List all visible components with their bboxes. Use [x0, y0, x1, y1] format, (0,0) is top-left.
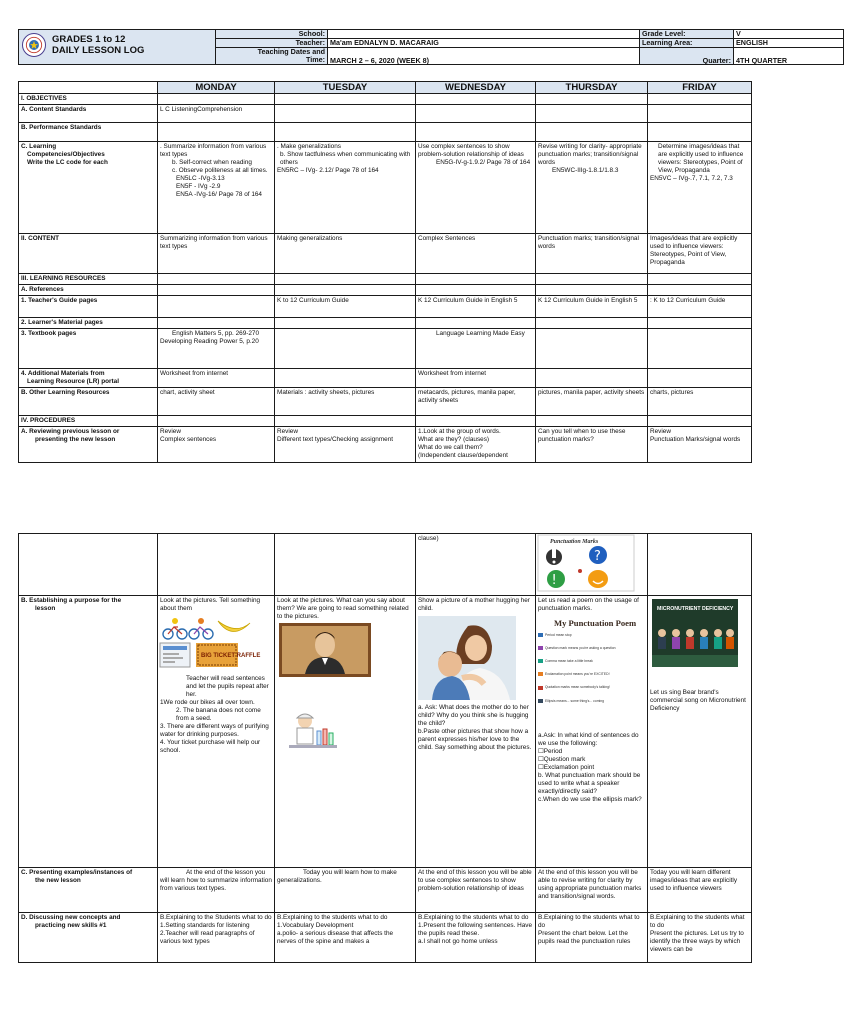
learning-area-value: ENGLISH	[734, 39, 844, 48]
lm-pages-label: 2. Learner's Material pages	[19, 318, 158, 329]
competencies-fri	[648, 142, 752, 234]
punct-list-item: Period	[543, 748, 563, 755]
comp-mon-line: b. Self-correct when reading	[172, 159, 252, 166]
other-resources-mon: chart, activity sheet	[158, 388, 275, 416]
header-table	[18, 29, 844, 65]
references-label: A. References	[19, 285, 158, 296]
teaching-dates-value: MARCH 2 – 6, 2020 (WEEK 8)	[328, 48, 640, 65]
reviewing-wed-line: What are they? (clauses)	[418, 436, 490, 443]
discussing-label	[19, 913, 158, 963]
comp-wed-line: Use complex sentences to show problem-solution relationship of ideas	[418, 143, 524, 158]
performance-standards-label: B. Performance Standards	[19, 123, 158, 142]
competencies-label-2: Competencies/Objectives	[27, 151, 105, 158]
other-resources-tue: Materials : activity sheets, pictures	[275, 388, 416, 416]
purpose-wed-b: b.Paste other pictures that show how a parent expresses his/her love to the child. Say something about the pictures.	[418, 728, 532, 751]
ticket-images	[160, 643, 272, 667]
reviewing-wed-line: (Independent clause/dependent	[418, 452, 508, 459]
day-header-blank	[19, 82, 158, 94]
purpose-mon-sentence: 3. There are different ways of purifying water for drinking purposes.	[160, 723, 269, 738]
tg-pages-wed: K 12 Curriculum Guide in English 5	[416, 296, 536, 318]
purpose-label-1: B. Establishing a purpose for the	[21, 597, 122, 604]
content-standards-mon: L C ListeningComprehension	[158, 105, 275, 123]
discussing-thu-line: B.Explaining to the students what to do	[538, 914, 640, 929]
school-label: School:	[216, 30, 328, 39]
purpose-tue	[275, 596, 416, 868]
textbook-pages-mon	[158, 329, 275, 369]
discussing-thu-line: Present the chart below. Let the pupils read the punctuation rules	[538, 930, 631, 945]
rizal-portrait-picture	[279, 623, 371, 677]
day-wednesday: WEDNESDAY	[416, 82, 536, 94]
raffle-ticket-picture	[196, 643, 261, 667]
presenting-label	[19, 868, 158, 913]
wed-clause-continued: clause)	[416, 534, 536, 596]
competencies-label	[19, 142, 158, 234]
punctuation-marks-title: Punctuation Marks	[550, 539, 599, 545]
additional-materials-label	[19, 369, 158, 388]
bikes-banana-picture	[160, 615, 256, 641]
discussing-fri	[648, 913, 752, 963]
reviewing-mon	[158, 427, 275, 463]
comp-fri-line: Determine images/ideas that are explicitly used to influence viewers: Stereotypes, Point of View, Propaganda	[658, 143, 744, 174]
poem-line: Question mark means you're asking a question	[545, 646, 616, 651]
content-standards-label: A. Content Standards	[19, 105, 158, 123]
other-resources-fri: charts, pictures	[648, 388, 752, 416]
day-monday: MONDAY	[158, 82, 275, 94]
log-title-dll: DAILY LESSON LOG	[52, 45, 145, 56]
lesson-log-table	[18, 81, 752, 463]
purpose-thu	[536, 596, 648, 868]
discussing-mon-line: B.Explaining to the Students what to do	[160, 914, 272, 921]
quarter-value: 4TH QUARTER	[734, 48, 844, 65]
purpose-thu-c: c.When do we use the ellipsis mark?	[538, 796, 642, 803]
grade-level-value: V	[734, 30, 844, 39]
teacher-value: Ma'am EDNALYN D. MACARAIG	[328, 39, 640, 48]
grade-level-label: Grade Level:	[640, 30, 734, 39]
competencies-thu	[536, 142, 648, 234]
reviewing-label-1: A. Reviewing previous lesson or	[21, 428, 120, 435]
competencies-mon	[158, 142, 275, 234]
punctuation-marks-image-cell	[536, 534, 648, 596]
tg-pages-label: 1. Teacher's Guide pages	[19, 296, 158, 318]
tg-pages-fri: : K to 12 Curriculum Guide	[648, 296, 752, 318]
purpose-fri-text: Let us sing Bear brand's commercial song on Micronutrient Deficiency	[650, 689, 746, 712]
competencies-tue	[275, 142, 416, 234]
quarter-label: Quarter:	[640, 48, 734, 65]
punct-list-item: Exclamation point	[543, 764, 595, 771]
reviewing-fri	[648, 427, 752, 463]
purpose-thu-top: Let us read a poem on the usage of punctuation marks.	[538, 597, 639, 612]
content-fri: Images/ideas that are explicitly used to influence viewers: Stereotypes, Point of View, Propaganda	[648, 234, 752, 274]
punct-list-item: Question mark	[543, 756, 586, 763]
reviewing-label-2: presenting the new lesson	[35, 436, 116, 443]
reviewing-wed	[416, 427, 536, 463]
competencies-wed	[416, 142, 536, 234]
purpose-label-2: lesson	[35, 605, 56, 612]
other-resources-thu: pictures, manila paper, activity sheets	[536, 388, 648, 416]
svg-text:?: ?	[594, 549, 601, 564]
mother-hugging-child-picture	[418, 616, 516, 700]
raffle-ticket-text: BIG TICKET RAFFLE	[201, 653, 261, 659]
poem-line: Quotation marks mean somebody's talking!	[545, 685, 610, 690]
reviewing-tue	[275, 427, 416, 463]
purpose-thu-b: b. What punctuation mark should be used to write what a speaker exactly/directly said?	[538, 772, 641, 795]
presenting-mon: At the end of the lesson you will learn how to summarize information from various text types.	[158, 868, 275, 913]
discussing-tue-line: 1.Vocabulary Development	[277, 922, 354, 929]
reviewing-fri-line: Review	[650, 428, 671, 435]
purpose-mon-top: Look at the pictures. Tell something about them	[160, 597, 261, 612]
purpose-wed-a: a. Ask: What does the mother do to her child? Why do you think she is hugging the child?	[418, 704, 529, 727]
svg-text:!: !	[551, 573, 557, 588]
content-label: II. CONTENT	[19, 234, 158, 274]
discussing-tue-line: B.Explaining to the students what to do	[277, 914, 388, 921]
additional-wed: Worksheet from internet	[416, 369, 536, 388]
water-chart-picture	[160, 643, 190, 667]
comp-tue-line: b. Show tactfulness when communicating with others	[280, 151, 411, 166]
discussing-mon	[158, 913, 275, 963]
punctuation-marks-picture	[538, 535, 634, 591]
micronutrient-deficiency-banner	[652, 599, 738, 667]
deped-seal-icon	[22, 33, 46, 57]
purpose-tue-text: Look at the pictures. What can you say about them? We are going to read something related to the pictures.	[277, 597, 409, 620]
purpose-thu-a: a.Ask: In what kind of sentences do we use the following:	[538, 732, 639, 747]
presenting-wed: At the end of this lesson you will be able to use complex sentences to show problem-solution relationship of ideas	[416, 868, 536, 913]
content-tue: Making generalizations	[275, 234, 416, 274]
purpose-wed-top: Show a picture of a mother hugging her child.	[418, 597, 530, 612]
reviewing-mon-line: Review	[160, 428, 181, 435]
purpose-label	[19, 596, 158, 868]
checkbox-icon: ☐	[538, 748, 544, 755]
purpose-mon-sentence: 4. Your ticket purchase will help our school.	[160, 739, 261, 754]
reviewing-wed-line: 1.Look at the group of words.	[418, 428, 501, 435]
discussing-label-1: D. Discussing new concepts and	[21, 914, 121, 921]
discussing-tue	[275, 913, 416, 963]
discussing-fri-line: B.Explaining to the students what to do	[650, 914, 745, 929]
objectives-label: I. OBJECTIVES	[19, 94, 158, 105]
textbook-pages-label: 3. Textbook pages	[19, 329, 158, 369]
additional-label-1: 4. Additional Materials from	[21, 370, 105, 377]
discussing-tue-line: a.polio- a serious disease that affects the nerves of the spine and makes a	[277, 930, 394, 945]
discussing-wed	[416, 913, 536, 963]
purpose-mon-note: Teacher will read sentences and let the pupils repeat after her.	[186, 675, 269, 698]
presenting-label-2: the new lesson	[35, 877, 81, 884]
purpose-mon-sentence: 2. The banana does not come from a seed.	[176, 707, 261, 722]
teaching-dates-label-1: Teaching Dates and	[257, 47, 325, 56]
discussing-wed-line: 1.Present the following sentences. Have the pupils read these.	[418, 922, 533, 937]
checkbox-icon: ☐	[538, 756, 544, 763]
presenting-tue: Today you will learn how to make generalizations.	[275, 868, 416, 913]
header-logo-cell	[19, 30, 216, 65]
reviewing-mon-line: Complex sentences	[160, 436, 217, 443]
comp-tue-line: EN5RC – IVg- 2.12/ Page 78 of 164	[277, 167, 379, 174]
presenting-thu: At the end of this lesson you will be able to revise writing for clarity by using appropriate punctuation marks and transition/signal words.	[536, 868, 648, 913]
purpose-mon	[158, 596, 275, 868]
comp-mon-line: EN5LC -IVg-3.13	[176, 175, 225, 182]
comp-thu-line: Revise writing for clarity- appropriate punctuation marks; transition/signal words	[538, 143, 642, 166]
micronutrient-banner-text: MICRONUTRIENT DEFICIENCY	[657, 606, 734, 612]
textbook-mon-line: Developing Reading Power 5, p.20	[160, 338, 259, 345]
additional-label-2: Learning Resource (LR) portal	[27, 378, 119, 385]
comp-tue-line: . Make generalizations	[277, 143, 341, 150]
comp-mon-line: . Summarize information from various text types	[160, 143, 267, 158]
poem-title: My Punctuation Poem	[554, 618, 637, 628]
teaching-dates-label	[216, 48, 328, 65]
discussing-wed-line: a.I shall not go home unless	[418, 938, 498, 945]
comp-mon-line: EN5A -IVg-16/ Page 78 of 164	[176, 191, 262, 198]
discussing-mon-line: 1.Setting standards for listening	[160, 922, 250, 929]
learning-area-label: Learning Area:	[640, 39, 734, 48]
day-thursday: THURSDAY	[536, 82, 648, 94]
additional-mon: Worksheet from internet	[158, 369, 275, 388]
page-gap	[0, 500, 768, 515]
teacher-label: Teacher:	[216, 39, 328, 48]
comp-thu-line: EN5WC-IIIg-1.8.1/1.8.3	[552, 167, 619, 174]
discussing-mon-line: 2.Teacher will read paragraphs of various text types	[160, 930, 255, 945]
tg-pages-thu: K 12 Curriculum Guide in English 5	[536, 296, 648, 318]
reviewing-tue-line: Different text types/Checking assignment	[277, 436, 394, 443]
purpose-wed	[416, 596, 536, 868]
comp-wed-line: EN5G-IV-g-1.9.2/ Page 78 of 164	[436, 159, 531, 166]
presenting-label-1: C. Presenting examples/instances of	[21, 869, 133, 876]
content-thu: Punctuation marks; transition/signal words	[536, 234, 648, 274]
teaching-dates-label-2: Time:	[305, 54, 325, 64]
discussing-wed-line: B.Explaining to the students what to do	[418, 914, 529, 921]
textbook-mon-line: English Matters 5, pp. 269-270	[172, 330, 260, 337]
poem-line: Period mean stop	[545, 633, 572, 637]
lesson-log-table-page2	[18, 533, 752, 963]
discussing-fri-line: Present the pictures. Let us try to identify the three ways by which viewers can be	[650, 930, 744, 953]
content-wed: Complex Sentences	[416, 234, 536, 274]
reviewing-label	[19, 427, 158, 463]
procedures-label: IV. PROCEDURES	[19, 416, 158, 427]
discussing-thu	[536, 913, 648, 963]
comp-mon-line: EN5F - IVg -2.9	[176, 183, 221, 190]
reviewing-tue-line: Review	[277, 428, 298, 435]
reviewing-wed-line: What do we call them?	[418, 444, 483, 451]
comp-fri-line: EN5VC – IVg-.7, 7.1, 7.2, 7.3	[650, 175, 733, 182]
day-friday: FRIDAY	[648, 82, 752, 94]
day-tuesday: TUESDAY	[275, 82, 416, 94]
log-title-grades: GRADES 1 to 12	[52, 34, 126, 45]
poem-line: Exclamation point means you're EXCITED!	[545, 672, 610, 677]
purpose-fri	[648, 596, 752, 868]
presenting-fri: Today you will learn different images/ideas that are explicitly used to influence viewers	[648, 868, 752, 913]
water-testing-cartoon	[281, 709, 341, 755]
punctuation-poem-picture	[538, 618, 642, 728]
other-resources-label: B. Other Learning Resources	[19, 388, 158, 416]
purpose-mon-sentence: 1We rode our bikes all over town.	[160, 699, 255, 706]
checkbox-icon: ☐	[538, 764, 544, 771]
discussing-label-2: practicing new skills #1	[35, 922, 107, 929]
content-mon: Summarizing information from various text types	[158, 234, 275, 274]
tg-pages-tue: K to 12 Curriculum Guide	[275, 296, 416, 318]
other-resources-wed: metacards, pictures, manila paper, activity sheets	[416, 388, 536, 416]
poem-line: Comma mean take a little break	[545, 659, 593, 664]
learning-resources-label: III. LEARNING RESOURCES	[19, 274, 158, 285]
textbook-pages-wed: Language Learning Made Easy	[416, 329, 536, 369]
day-header-row	[19, 82, 752, 94]
reviewing-fri-line: Punctuation Marks/signal words	[650, 436, 741, 443]
competencies-label-1: C. Learning	[21, 143, 57, 150]
poem-line: Ellipsis means... some thing's... coming	[545, 698, 605, 703]
competencies-label-3: Write the LC code for each	[27, 159, 108, 166]
comp-mon-line: c. Observe politeness at all times.	[172, 167, 268, 174]
reviewing-thu: Can you tell when to use these punctuation marks?	[536, 427, 648, 463]
